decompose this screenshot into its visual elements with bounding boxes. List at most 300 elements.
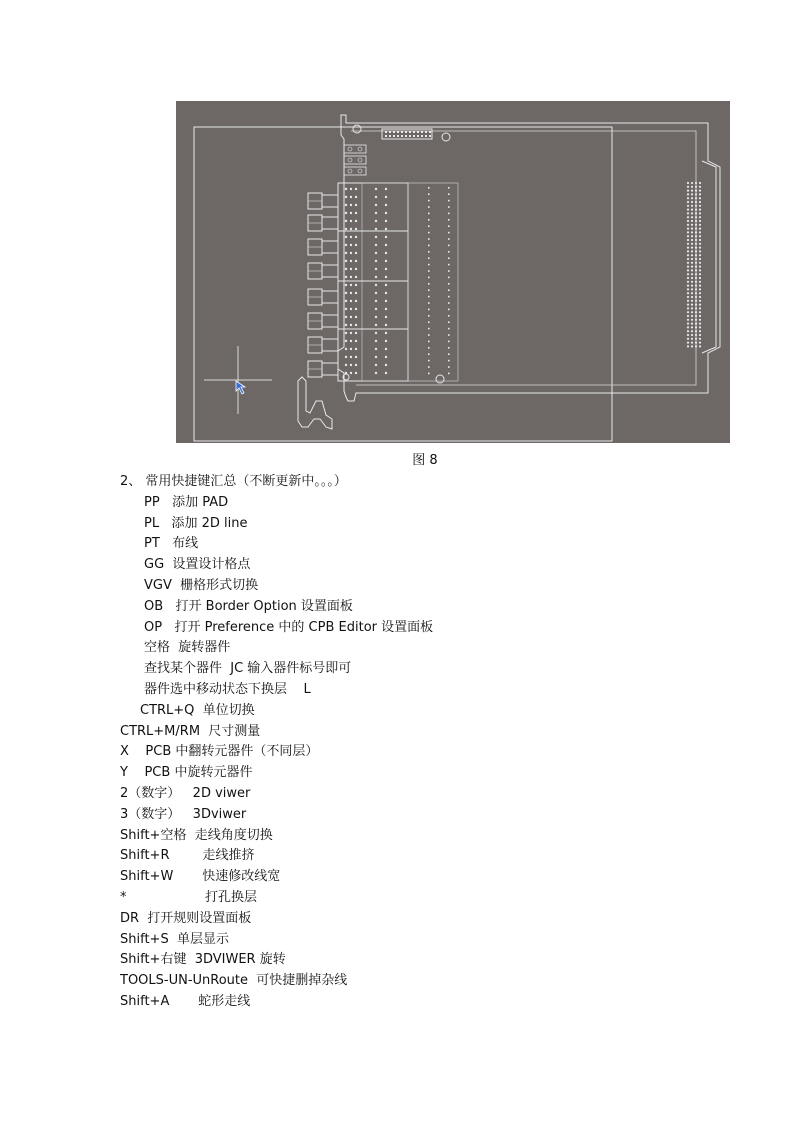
module-pad xyxy=(345,292,347,294)
edge-pin xyxy=(695,220,697,222)
module-pad xyxy=(345,212,347,214)
edge-pin xyxy=(695,266,697,268)
module-pad xyxy=(385,372,387,374)
module-pad xyxy=(375,324,377,326)
edge-pin xyxy=(699,235,701,237)
edge-pin xyxy=(699,254,701,256)
module-pad xyxy=(350,228,352,230)
shortcut-line: Shift+R 走线推挤 xyxy=(120,848,255,863)
magnetics-pad xyxy=(448,347,450,349)
magnetics-pad xyxy=(428,366,430,368)
edge-pin xyxy=(691,231,693,233)
module-pad xyxy=(375,196,377,198)
edge-pin xyxy=(699,205,701,207)
header-pin xyxy=(405,135,407,137)
module-pad xyxy=(355,244,357,246)
edge-pin xyxy=(699,277,701,279)
edge-pin xyxy=(687,288,689,290)
module-pad xyxy=(350,348,352,350)
edge-pin xyxy=(695,307,697,309)
module-pad xyxy=(350,364,352,366)
magnetics-pad xyxy=(448,360,450,362)
header-pin xyxy=(425,131,427,133)
header-pin xyxy=(397,131,399,133)
edge-pin xyxy=(687,307,689,309)
module-pad xyxy=(355,372,357,374)
magnetics-pad xyxy=(448,321,450,323)
top-header-connector xyxy=(382,129,432,139)
edge-pin xyxy=(691,216,693,218)
magnetics-pad xyxy=(448,257,450,259)
module-pad xyxy=(385,356,387,358)
edge-pin xyxy=(699,300,701,302)
module-pad xyxy=(345,300,347,302)
edge-pin xyxy=(687,266,689,268)
edge-pin xyxy=(687,224,689,226)
edge-pin xyxy=(695,311,697,313)
section-heading: 2、 常用快捷键汇总（不断更新中。。。） xyxy=(120,474,347,489)
magnetics-pad xyxy=(428,353,430,355)
magnetics-pad xyxy=(448,245,450,247)
edge-pin xyxy=(687,190,689,192)
header-pin xyxy=(421,131,423,133)
module-pad xyxy=(375,308,377,310)
edge-pin xyxy=(695,323,697,325)
module-pad xyxy=(375,252,377,254)
edge-connector-pins xyxy=(687,182,701,348)
led-dot xyxy=(358,158,362,162)
module-pad xyxy=(385,188,387,190)
module-pad xyxy=(385,316,387,318)
module-pad xyxy=(350,212,352,214)
led-dot xyxy=(348,147,352,151)
module-pad xyxy=(355,204,357,206)
magnetics-pad xyxy=(448,277,450,279)
module-pad xyxy=(385,268,387,270)
edge-pin xyxy=(699,334,701,336)
edge-pin xyxy=(687,239,689,241)
edge-pin xyxy=(699,250,701,252)
edge-pin xyxy=(691,197,693,199)
module-pad xyxy=(385,300,387,302)
edge-pin xyxy=(691,247,693,249)
edge-pin xyxy=(687,254,689,256)
edge-pin xyxy=(687,220,689,222)
magnetics-pad xyxy=(428,334,430,336)
led-dot xyxy=(358,169,362,173)
edge-pin xyxy=(695,205,697,207)
module-pad xyxy=(385,340,387,342)
module-pad xyxy=(355,188,357,190)
header-pin xyxy=(401,131,403,133)
module-pad xyxy=(355,276,357,278)
edge-pin xyxy=(691,315,693,317)
header-pin xyxy=(409,131,411,133)
module-pad xyxy=(385,332,387,334)
module-pad xyxy=(345,316,347,318)
magnetics-pad xyxy=(428,341,430,343)
led-dot xyxy=(348,158,352,162)
magnetics-pad xyxy=(448,187,450,189)
edge-pin xyxy=(691,243,693,245)
edge-pin xyxy=(699,197,701,199)
edge-pin xyxy=(699,269,701,271)
edge-pin xyxy=(691,338,693,340)
shortcut-line: CTRL+Q 单位切换 xyxy=(140,703,255,718)
module-pad xyxy=(375,204,377,206)
edge-pin xyxy=(695,285,697,287)
module-pad xyxy=(345,204,347,206)
header-pin xyxy=(425,135,427,137)
module-pad xyxy=(355,228,357,230)
module-pad xyxy=(345,276,347,278)
magnetics-pad xyxy=(428,315,430,317)
magnetics-pad xyxy=(428,283,430,285)
edge-pin xyxy=(699,209,701,211)
shortcut-line: Shift+空格 走线角度切换 xyxy=(120,828,273,843)
edge-pin xyxy=(687,201,689,203)
edge-pin xyxy=(691,201,693,203)
edge-pin xyxy=(691,190,693,192)
edge-pin xyxy=(691,334,693,336)
module-pad xyxy=(345,252,347,254)
edge-pin xyxy=(687,315,689,317)
edge-pin xyxy=(691,342,693,344)
edge-pin xyxy=(695,345,697,347)
module-pad xyxy=(355,364,357,366)
module-pad xyxy=(375,364,377,366)
edge-pin xyxy=(691,205,693,207)
edge-pin xyxy=(687,193,689,195)
magnetics-pad xyxy=(428,296,430,298)
edge-pin xyxy=(691,269,693,271)
edge-pin xyxy=(699,239,701,241)
edge-pin xyxy=(691,220,693,222)
led xyxy=(344,167,366,175)
module-pad xyxy=(350,196,352,198)
board-outline-rect xyxy=(194,127,612,441)
port-lens xyxy=(322,195,338,207)
shortcut-line: CTRL+M/RM 尺寸测量 xyxy=(120,724,261,739)
module-pad xyxy=(355,252,357,254)
edge-pin xyxy=(691,266,693,268)
edge-pin xyxy=(691,235,693,237)
edge-pin xyxy=(687,186,689,188)
magnetics-pad xyxy=(428,373,430,375)
pcb-layout-figure xyxy=(176,101,730,443)
module-pad xyxy=(350,204,352,206)
module-pad xyxy=(375,340,377,342)
edge-pin xyxy=(699,330,701,332)
edge-pin xyxy=(695,258,697,260)
port-lens xyxy=(322,291,338,303)
shortcut-line: VGV 栅格形式切换 xyxy=(144,578,259,593)
edge-pin xyxy=(687,228,689,230)
edge-pin xyxy=(699,190,701,192)
module-pad xyxy=(355,284,357,286)
edge-pin xyxy=(691,258,693,260)
shortcut-line: OB 打开 Border Option 设置面板 xyxy=(144,599,353,614)
led-group xyxy=(344,145,366,175)
edge-pin xyxy=(699,311,701,313)
edge-pin xyxy=(699,216,701,218)
module-pad xyxy=(355,348,357,350)
edge-pin xyxy=(687,247,689,249)
edge-pin xyxy=(695,262,697,264)
magnetics-pad xyxy=(428,219,430,221)
magnetics-pad xyxy=(428,238,430,240)
shortcut-line: Shift+W 快速修改线宽 xyxy=(120,869,281,884)
module-pad xyxy=(350,260,352,262)
module-pad xyxy=(385,228,387,230)
shortcut-line: 查找某个器件 JC 输入器件标号即可 xyxy=(144,661,352,676)
edge-pin xyxy=(687,281,689,283)
module-pad xyxy=(350,316,352,318)
module-pad xyxy=(375,300,377,302)
module-pad xyxy=(345,188,347,190)
header-pin xyxy=(397,135,399,137)
module-pad xyxy=(350,220,352,222)
edge-pin xyxy=(687,319,689,321)
edge-pin xyxy=(687,216,689,218)
magnetics-pad xyxy=(428,321,430,323)
edge-pin xyxy=(691,296,693,298)
module-pad xyxy=(385,284,387,286)
edge-pin xyxy=(699,231,701,233)
module-pad xyxy=(375,276,377,278)
edge-pin xyxy=(687,250,689,252)
magnetics-pad xyxy=(448,200,450,202)
edge-pin xyxy=(691,300,693,302)
edge-pin xyxy=(699,262,701,264)
edge-pin xyxy=(695,338,697,340)
mounting-hole xyxy=(442,133,450,141)
magnetics-pad xyxy=(428,193,430,195)
module-pad xyxy=(375,260,377,262)
module-pad xyxy=(350,332,352,334)
module-pad xyxy=(345,196,347,198)
module-pad xyxy=(355,332,357,334)
edge-pin xyxy=(695,182,697,184)
module-pad xyxy=(385,324,387,326)
edge-pin xyxy=(691,326,693,328)
edge-pin xyxy=(687,273,689,275)
edge-pin xyxy=(691,319,693,321)
module-pad xyxy=(375,228,377,230)
module-pad xyxy=(345,348,347,350)
header-pin xyxy=(405,131,407,133)
edge-pin xyxy=(691,288,693,290)
module-pad xyxy=(375,316,377,318)
magnetics-pad xyxy=(428,360,430,362)
edge-pin xyxy=(687,182,689,184)
edge-pin xyxy=(695,254,697,256)
edge-pin xyxy=(695,342,697,344)
edge-pin xyxy=(695,201,697,203)
shortcut-line: Shift+S 单层显示 xyxy=(120,932,229,947)
edge-pin xyxy=(699,273,701,275)
module-pad xyxy=(345,364,347,366)
magnetics-pad xyxy=(448,225,450,227)
card-outline xyxy=(338,115,720,401)
module-pad xyxy=(345,324,347,326)
module-pad xyxy=(345,340,347,342)
module-pad xyxy=(385,220,387,222)
edge-pin xyxy=(687,323,689,325)
module-pad xyxy=(355,308,357,310)
edge-pin xyxy=(691,281,693,283)
module-pad xyxy=(350,268,352,270)
edge-pin xyxy=(699,326,701,328)
magnetics-pad xyxy=(428,232,430,234)
module-pad xyxy=(385,244,387,246)
edge-pin xyxy=(687,269,689,271)
edge-pin xyxy=(699,193,701,195)
connector-bracket xyxy=(702,161,716,353)
edge-pin xyxy=(691,292,693,294)
magnetics-pad xyxy=(428,200,430,202)
edge-pin xyxy=(699,342,701,344)
magnetics-pad xyxy=(448,264,450,266)
shortcut-line: PT 布线 xyxy=(144,536,199,551)
led xyxy=(344,156,366,164)
edge-pin xyxy=(691,311,693,313)
edge-pin xyxy=(691,250,693,252)
edge-pin xyxy=(699,315,701,317)
edge-pin xyxy=(699,285,701,287)
edge-pin xyxy=(695,228,697,230)
edge-pin xyxy=(695,296,697,298)
port-lens xyxy=(322,363,338,375)
edge-pin xyxy=(699,266,701,268)
shortcut-line: X PCB 中翻转元器件（不同层） xyxy=(120,744,319,759)
magnetics-pad xyxy=(428,289,430,291)
magnetics-pad xyxy=(448,373,450,375)
edge-pin xyxy=(691,277,693,279)
edge-pin xyxy=(687,262,689,264)
module-pad xyxy=(375,372,377,374)
shortcut-line: Shift+A 蛇形走线 xyxy=(120,994,251,1009)
edge-pin xyxy=(687,212,689,214)
magnetics-pad xyxy=(428,213,430,215)
magnetics-pad xyxy=(448,238,450,240)
edge-pin xyxy=(687,338,689,340)
edge-pin xyxy=(695,330,697,332)
edge-pin xyxy=(699,288,701,290)
magnetics-pad xyxy=(448,289,450,291)
port-lens xyxy=(322,339,338,351)
edge-pin xyxy=(699,224,701,226)
magnetics-pad xyxy=(448,341,450,343)
module-pad xyxy=(355,260,357,262)
edge-pin xyxy=(699,182,701,184)
module-pad xyxy=(375,220,377,222)
header-pin xyxy=(393,131,395,133)
edge-pin xyxy=(699,220,701,222)
module-pad xyxy=(355,292,357,294)
shortcut-line: GG 设置设计格点 xyxy=(144,557,251,572)
port-module-block xyxy=(338,183,408,381)
header-pin xyxy=(389,135,391,137)
module-pad xyxy=(375,348,377,350)
shortcut-line: * 打孔换层 xyxy=(120,890,258,905)
edge-pin xyxy=(695,186,697,188)
edge-pin xyxy=(699,296,701,298)
header-pin xyxy=(413,131,415,133)
edge-pin xyxy=(687,209,689,211)
module-pad xyxy=(350,188,352,190)
module-pad xyxy=(345,268,347,270)
edge-pin xyxy=(695,300,697,302)
edge-pin xyxy=(691,209,693,211)
edge-pin xyxy=(699,212,701,214)
module-pad xyxy=(355,356,357,358)
edge-pin xyxy=(695,224,697,226)
port-lens xyxy=(322,265,338,277)
edge-pin xyxy=(699,304,701,306)
module-pad xyxy=(385,260,387,262)
header-pin xyxy=(413,135,415,137)
magnetics-pad xyxy=(448,302,450,304)
module-pad xyxy=(355,300,357,302)
edge-pin xyxy=(699,307,701,309)
module-pad xyxy=(375,188,377,190)
edge-pin xyxy=(687,197,689,199)
magnetics-pad xyxy=(448,309,450,311)
module-pad xyxy=(345,332,347,334)
led-dot xyxy=(348,169,352,173)
edge-pin xyxy=(699,186,701,188)
magnetics-pad xyxy=(448,219,450,221)
edge-pin xyxy=(699,228,701,230)
card-inner-edge xyxy=(351,131,696,385)
edge-pin xyxy=(695,269,697,271)
edge-pin xyxy=(687,345,689,347)
module-pad xyxy=(355,316,357,318)
module-pad xyxy=(350,340,352,342)
edge-pin xyxy=(695,193,697,195)
module-pad xyxy=(345,236,347,238)
module-pad xyxy=(385,236,387,238)
module-pad xyxy=(355,324,357,326)
module-pad xyxy=(345,372,347,374)
edge-pin xyxy=(691,330,693,332)
magnetics-pad xyxy=(428,187,430,189)
figure-caption: 图 8 xyxy=(412,453,438,468)
magnetics-pad xyxy=(448,296,450,298)
edge-pin xyxy=(699,243,701,245)
edge-pin xyxy=(687,330,689,332)
edge-pin xyxy=(687,326,689,328)
edge-pin xyxy=(687,205,689,207)
edge-pin xyxy=(691,345,693,347)
ejector-latch xyxy=(298,377,332,429)
header-pin xyxy=(385,131,387,133)
edge-pin xyxy=(699,258,701,260)
shortcut-line: TOOLS-UN-UnRoute 可快捷删掉杂线 xyxy=(120,973,348,988)
module-pad xyxy=(350,356,352,358)
module-pad xyxy=(350,244,352,246)
edge-pin xyxy=(699,281,701,283)
edge-pin xyxy=(687,285,689,287)
module-pad xyxy=(375,268,377,270)
edge-pin xyxy=(687,258,689,260)
shortcut-line: Y PCB 中旋转元器件 xyxy=(120,765,253,780)
module-pad xyxy=(345,308,347,310)
module-pad xyxy=(375,332,377,334)
magnetics-pad xyxy=(428,257,430,259)
edge-pin xyxy=(699,201,701,203)
